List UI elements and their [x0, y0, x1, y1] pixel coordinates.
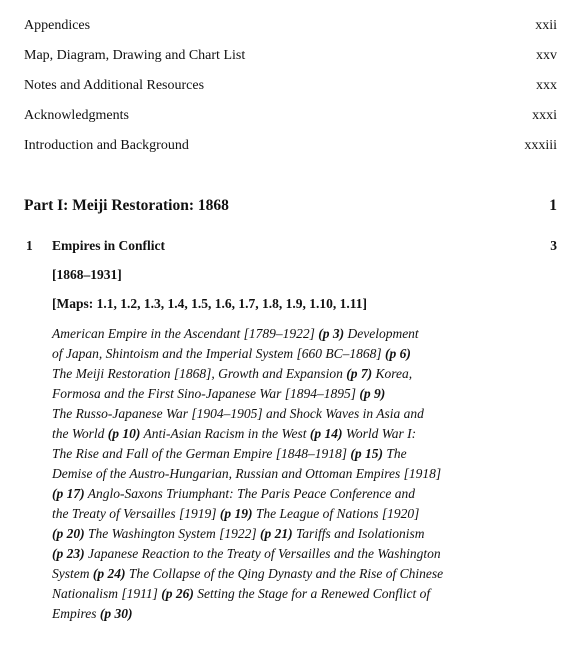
- section-line: [52, 464, 512, 484]
- toc-entry-page: xxxi: [532, 108, 557, 123]
- section-text: Nationalism [1911]: [52, 586, 162, 601]
- section-line: [52, 344, 512, 364]
- section-page-ref: (p 6): [384, 346, 411, 361]
- section-text: Formosa and the First Sino-Japanese War [1894–1895]: [52, 386, 360, 401]
- section-text: The Russo-Japanese War [1904–1905] and Shock Waves in Asia and: [52, 406, 424, 421]
- section-text: of Japan, Shintoism and the Imperial System [660 BC–1868]: [52, 346, 385, 361]
- section-line: [52, 444, 512, 464]
- section-line: [52, 564, 512, 584]
- section-line: [52, 584, 512, 604]
- section-page-ref: (p 10): [107, 426, 141, 441]
- section-text: System: [52, 566, 93, 581]
- toc-entry-appendices[interactable]: [24, 16, 557, 36]
- section-page-ref: (p 19): [219, 506, 253, 521]
- chapter-sections: [52, 324, 512, 624]
- toc-entry-notes[interactable]: [24, 76, 557, 96]
- section-text: The Meiji Restoration [1868], Growth and Expansion: [52, 366, 347, 381]
- toc-entry-label: Introduction and Background: [24, 138, 189, 153]
- section-text: Development: [344, 326, 419, 341]
- section-text: The Collapse of the Qing Dynasty and the Rise of Chinese: [125, 566, 444, 581]
- section-text: American Empire in the Ascendant [1789–1922]: [52, 326, 319, 341]
- section-page-ref: (p 3): [318, 326, 345, 341]
- toc-entry-page: xxxiii: [524, 138, 557, 153]
- section-text: Empires: [52, 606, 100, 621]
- toc-entry-label: Acknowledgments: [24, 108, 129, 123]
- section-line: [52, 484, 512, 504]
- section-text: The: [382, 446, 407, 461]
- section-text: The Rise and Fall of the German Empire [1848–1918]: [52, 446, 351, 461]
- toc-entry-page: xxx: [536, 78, 557, 93]
- section-text: World War I:: [342, 426, 417, 441]
- toc-entry-label: Appendices: [24, 18, 91, 33]
- section-page-ref: (p 7): [346, 366, 373, 381]
- toc-part-heading[interactable]: [24, 195, 557, 217]
- section-text: Korea,: [372, 366, 413, 381]
- chapter-page: 3: [550, 238, 557, 253]
- section-page-ref: (p 14): [309, 426, 343, 441]
- section-text: Anti-Asian Racism in the West: [140, 426, 310, 441]
- section-line: [52, 384, 512, 404]
- section-text: The Washington System [1922]: [84, 526, 261, 541]
- section-text: Japanese Reaction to the Treaty of Versailles and the Washington: [84, 546, 441, 561]
- chapter-number: 1: [26, 238, 33, 253]
- section-page-ref: (p 26): [161, 586, 194, 601]
- section-line: [52, 524, 512, 544]
- toc-entry-page: xxii: [535, 18, 557, 33]
- section-line: [52, 404, 512, 424]
- section-line: [52, 364, 512, 384]
- section-line: [52, 424, 512, 444]
- part-page: 1: [549, 197, 557, 214]
- toc-entry-page: xxv: [536, 48, 557, 63]
- section-line: [52, 504, 512, 524]
- section-line: [52, 544, 512, 564]
- section-page-ref: (p 9): [359, 386, 386, 401]
- section-page-ref: (p 17): [52, 486, 85, 501]
- toc-chapter-heading[interactable]: [24, 236, 557, 256]
- section-page-ref: (p 23): [52, 546, 85, 561]
- chapter-years: [1868–1931]: [52, 267, 122, 282]
- toc-entry-label: Notes and Additional Resources: [24, 78, 205, 93]
- section-page-ref: (p 15): [350, 446, 383, 461]
- section-text: Anglo-Saxons Triumphant: The Paris Peace Conference and: [84, 486, 415, 501]
- toc-entry-label: Map, Diagram, Drawing and Chart List: [24, 48, 246, 63]
- toc-entry-acknowledgments[interactable]: [24, 106, 557, 126]
- section-page-ref: (p 30): [99, 606, 133, 621]
- part-title: Part I: Meiji Restoration: 1868: [24, 197, 229, 214]
- section-line: [52, 324, 512, 344]
- section-text: Demise of the Austro-Hungarian, Russian and Ottoman Empires [1918]: [52, 466, 442, 481]
- section-page-ref: (p 21): [260, 526, 293, 541]
- section-text: the World: [52, 426, 108, 441]
- chapter-title: Empires in Conflict: [52, 238, 166, 253]
- section-line: [52, 604, 512, 624]
- section-page-ref: (p 24): [92, 566, 126, 581]
- chapter-maps: [Maps: 1.1, 1.2, 1.3, 1.4, 1.5, 1.6, 1.7, 1.8, 1.9, 1.10, 1.11]: [52, 296, 367, 311]
- toc-entry-introduction[interactable]: [24, 136, 557, 156]
- section-page-ref: (p 20): [52, 526, 85, 541]
- section-text: Setting the Stage for a Renewed Conflict of: [193, 586, 431, 601]
- section-text: Tariffs and Isolationism: [292, 526, 425, 541]
- section-text: the Treaty of Versailles [1919]: [52, 506, 220, 521]
- section-text: The League of Nations [1920]: [252, 506, 420, 521]
- toc-entry-map-list[interactable]: [24, 46, 557, 66]
